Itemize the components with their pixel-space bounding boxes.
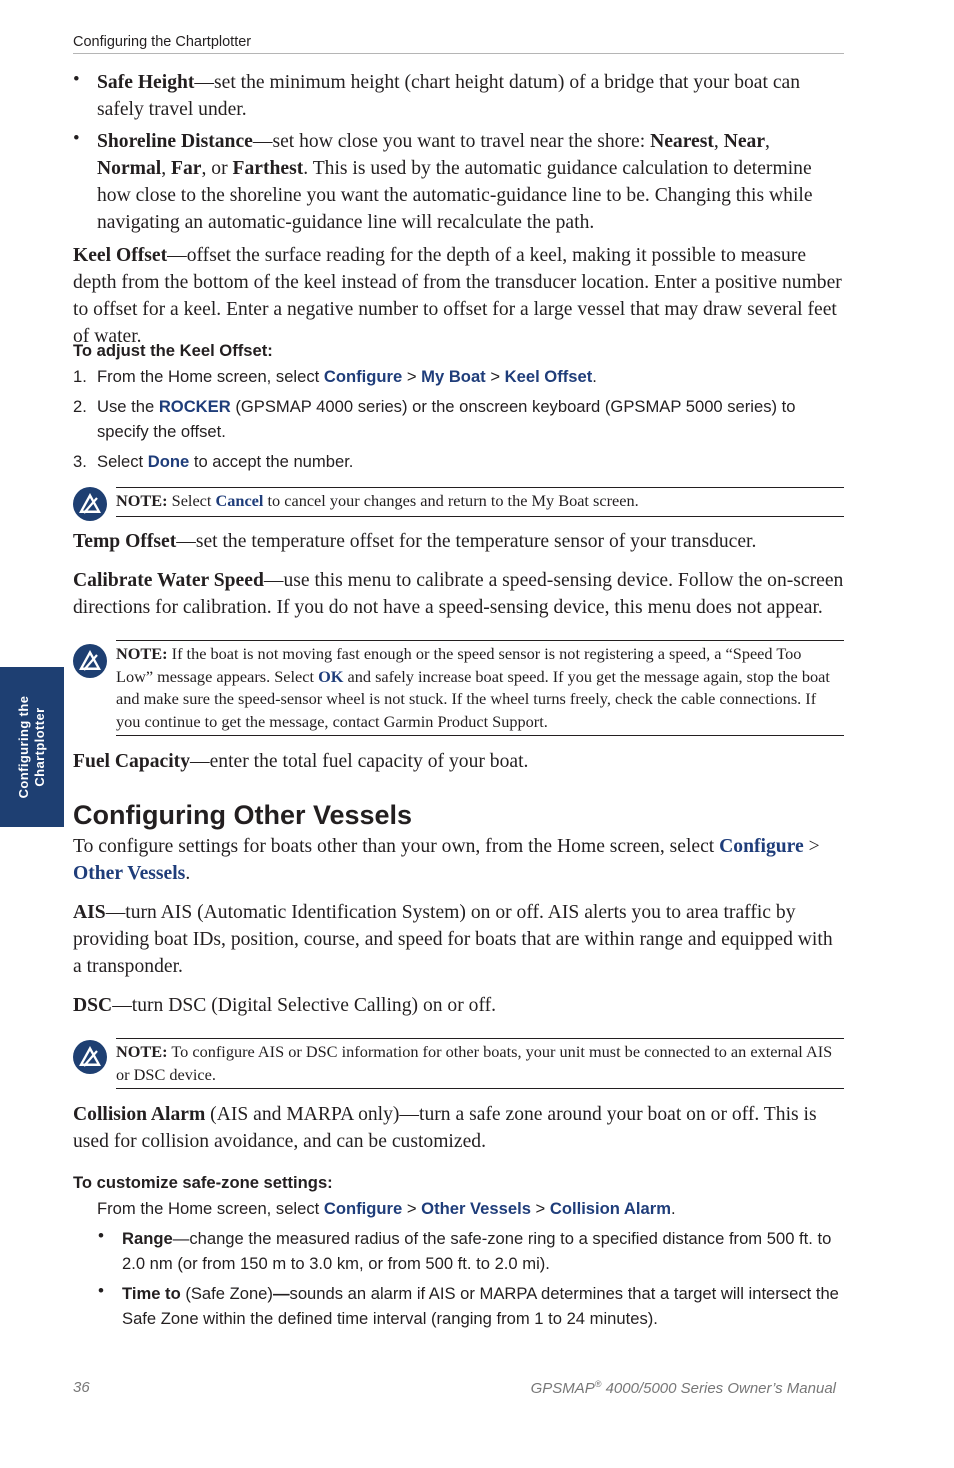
bullet-marker: • — [98, 1226, 104, 1245]
shoreline-term: Shoreline Distance — [97, 131, 253, 152]
menu-other-vessels: Other Vessels — [73, 863, 186, 884]
menu-configure: Configure — [719, 836, 804, 857]
safezone-procedure-heading: To customize safe-zone settings: — [73, 1173, 333, 1192]
ais-text: —turn AIS (Automatic Identification System) on or off. AIS alerts you to area traffic by providing boat IDs, position, course, and speed for boats that are within range and equipped with a transponder. — [73, 902, 833, 977]
note-text — [116, 643, 840, 733]
step-text: From the Home screen, select — [97, 1199, 324, 1218]
time-to-item — [122, 1281, 846, 1331]
step-text: (GPSMAP 4000 series) or the onscreen keyboard (GPSMAP 5000 series) to specify the offset. — [97, 397, 796, 441]
bullet-marker: • — [98, 1281, 104, 1300]
step-number: 1. — [73, 367, 87, 386]
menu-cancel: Cancel — [215, 491, 264, 510]
menu-my-boat: My Boat — [421, 367, 486, 386]
separator: > — [402, 1199, 422, 1218]
temp-offset-paragraph — [73, 528, 847, 555]
step-number: 2. — [73, 397, 87, 416]
ais-term: AIS — [73, 902, 106, 923]
side-tab-line1: Configuring the — [16, 695, 31, 799]
step-text: Use the — [97, 397, 159, 416]
section-side-tab — [0, 667, 64, 827]
time-to-qualifier: (Safe Zone) — [180, 1284, 273, 1303]
menu-other-vessels: Other Vessels — [421, 1199, 531, 1218]
punctuation: . — [670, 1199, 676, 1218]
shoreline-text-continued: . This is used by the automatic guidance calculation to determine how close to the shoreline you want the automatic-guidance line to be. Changing this while navigating an automatic-guidance line will recalculate the path. — [97, 158, 813, 233]
separator: > — [402, 367, 422, 386]
manual-title — [531, 1379, 836, 1397]
temp-offset-text: —set the temperature offset for the temperature sensor of your transducer. — [176, 531, 757, 552]
menu-done: Done — [147, 452, 190, 471]
punctuation: . — [185, 863, 191, 884]
section-heading: Configuring Other Vessels — [73, 800, 413, 830]
shoreline-item — [97, 128, 837, 236]
bullet-marker: • — [73, 69, 80, 90]
keel-offset-text: —offset the surface reading for the depth of a keel, making it possible to measure depth from the bottom of the keel instead of from the transducer location. Enter a positive number to offset for a keel. Enter a negative number to offset for a large vessel that may draw several feet of water. — [73, 245, 842, 347]
garmin-triangle-icon — [73, 644, 107, 678]
time-to-text: sounds an alarm if AIS or MARPA determines that a target will intersect the Safe Zone within the defined time interval (ranging from 1 to 24 minutes). — [122, 1284, 839, 1328]
note-text — [116, 1041, 840, 1086]
registered-mark: ® — [594, 1379, 602, 1389]
separator: > — [803, 836, 820, 857]
garmin-triangle-icon — [73, 1040, 107, 1074]
punctuation: . — [592, 367, 597, 386]
collision-alarm-text: (AIS and MARPA only)—turn a safe zone around your boat on or off. This is used for collision avoidance, and can be customized. — [73, 1104, 817, 1152]
step-text: to accept the number. — [189, 452, 354, 471]
keel-step-3 — [97, 449, 837, 474]
keel-step-2 — [97, 394, 839, 444]
option-near: Near — [723, 131, 766, 152]
menu-configure: Configure — [323, 1199, 403, 1218]
fuel-capacity-text: —enter the total fuel capacity of your boat. — [190, 751, 529, 772]
note-body: If the boat is not moving fast enough or the speed sensor is not registering a speed, a “Speed Too Low” message appears. Select — [116, 644, 802, 686]
calibrate-term: Calibrate Water Speed — [73, 570, 264, 591]
calibrate-paragraph — [73, 567, 847, 621]
option-farthest: Farthest — [232, 158, 304, 179]
temp-offset-term: Temp Offset — [73, 531, 177, 552]
ais-paragraph — [73, 899, 843, 980]
separator: , — [765, 131, 770, 152]
menu-collision-alarm: Collision Alarm — [549, 1199, 671, 1218]
collision-alarm-paragraph — [73, 1101, 847, 1155]
step-text: Select — [97, 452, 148, 471]
note-speed-too-low — [73, 640, 844, 736]
note-label: NOTE: — [116, 1042, 168, 1061]
dsc-text: —turn DSC (Digital Selective Calling) on or off. — [112, 995, 497, 1016]
calibrate-text: —use this menu to calibrate a speed-sensing device. Follow the on-screen directions for calibration. If you do not have a speed-sensing device, this menu does not appear. — [73, 570, 844, 618]
note-text — [116, 490, 840, 513]
separator: > — [530, 1199, 550, 1218]
separator: , — [713, 131, 724, 152]
safe-height-term: Safe Height — [97, 72, 195, 93]
separator: > — [485, 367, 505, 386]
other-vessels-intro — [73, 833, 847, 887]
note-body: to cancel your changes and return to the My Boat screen. — [263, 491, 639, 510]
note-label: NOTE: — [116, 491, 168, 510]
option-far: Far — [171, 158, 202, 179]
fuel-capacity-paragraph — [73, 748, 847, 775]
manual-name: GPSMAP — [530, 1380, 595, 1397]
note-label: NOTE: — [116, 644, 168, 663]
range-item — [122, 1226, 846, 1276]
step-number: 3. — [73, 452, 87, 471]
safe-height-text: —set the minimum height (chart height datum) of a bridge that your boat can safely travel under. — [97, 72, 801, 120]
note-body: Select — [167, 491, 216, 510]
manual-name-rest: 4000/5000 Series Owner’s Manual — [601, 1380, 836, 1397]
fuel-capacity-term: Fuel Capacity — [73, 751, 191, 772]
time-to-term: Time to — [122, 1284, 181, 1303]
note-cancel — [73, 487, 844, 518]
intro-text: To configure settings for boats other than your own, from the Home screen, select — [73, 836, 720, 857]
shoreline-text: —set how close you want to travel near the shore: — [252, 131, 651, 152]
menu-configure: Configure — [323, 367, 403, 386]
note-body: To configure AIS or DSC information for other boats, your unit must be connected to an external AIS or DSC device. — [116, 1042, 833, 1084]
keel-procedure-heading: To adjust the Keel Offset: — [73, 341, 273, 360]
range-term: Range — [122, 1229, 173, 1248]
collision-alarm-term: Collision Alarm — [73, 1104, 206, 1125]
keel-offset-term: Keel Offset — [73, 245, 168, 266]
dsc-paragraph — [73, 992, 847, 1019]
page-number: 36 — [73, 1379, 90, 1396]
keel-step-1 — [97, 364, 837, 389]
side-tab-line2: Chartplotter — [32, 707, 47, 787]
range-text: —change the measured radius of the safe-zone ring to a specified distance from 500 ft. to 2.0 nm (or from 150 m to 3.0 km, or from 500 ft. to 2.0 mi). — [122, 1229, 832, 1273]
keel-offset-paragraph — [73, 242, 847, 350]
running-header: Configuring the Chartplotter — [73, 34, 844, 54]
dsc-term: DSC — [73, 995, 113, 1016]
safezone-path — [97, 1196, 837, 1221]
menu-keel-offset: Keel Offset — [504, 367, 593, 386]
separator: , — [161, 158, 172, 179]
key-rocker: ROCKER — [158, 397, 231, 416]
note-ais-dsc — [73, 1038, 844, 1089]
menu-ok: OK — [318, 666, 344, 686]
step-text: From the Home screen, select — [97, 367, 324, 386]
safe-height-item — [97, 69, 847, 123]
option-nearest: Nearest — [650, 131, 714, 152]
note-body: and safely increase boat speed. If you get the message again, stop the boat and make sure the speed-sensor wheel is not stuck. If the wheel turns freely, check the cable connections. If you continue to get the message, contact Garmin Product Support. — [116, 666, 830, 731]
em-dash: — — [272, 1284, 290, 1303]
bullet-marker: • — [73, 128, 80, 149]
separator: , or — [201, 158, 233, 179]
garmin-triangle-icon — [73, 487, 107, 521]
option-normal: Normal — [97, 158, 162, 179]
